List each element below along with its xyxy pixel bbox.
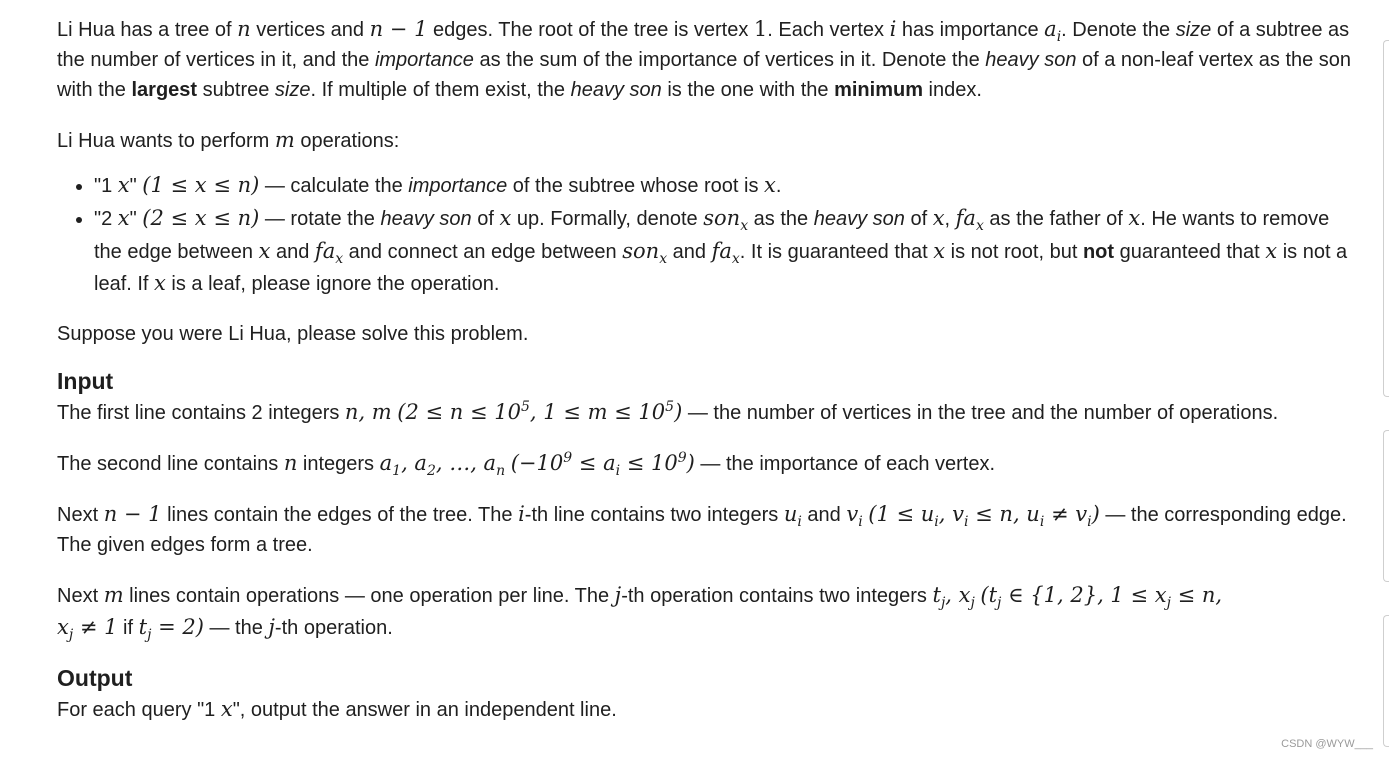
math-x: x bbox=[117, 206, 130, 230]
text: of bbox=[471, 208, 500, 230]
text: — rotate the bbox=[259, 208, 381, 230]
text: of bbox=[904, 208, 933, 230]
text: ", output the answer in an independent line. bbox=[232, 698, 617, 721]
text: -th line contains two integers bbox=[524, 503, 784, 526]
math-n-minus-1: n − 1 bbox=[369, 17, 428, 41]
text: is the one with the bbox=[661, 79, 835, 101]
text: "2 bbox=[94, 208, 118, 230]
math-x: x bbox=[258, 238, 271, 263]
emphasis-heavy-son: heavy son bbox=[813, 208, 905, 230]
text: Next bbox=[57, 503, 104, 526]
operations-list bbox=[57, 170, 1357, 301]
text: and connect an edge between bbox=[343, 240, 623, 263]
math-x: x bbox=[933, 238, 946, 263]
text: is not root, but bbox=[945, 240, 1083, 263]
text: -th operation. bbox=[274, 616, 393, 639]
math-n: n bbox=[237, 17, 251, 41]
text: " bbox=[129, 175, 137, 197]
bold-not: not bbox=[1082, 240, 1115, 263]
text: as the bbox=[748, 208, 814, 230]
math-a-i: $a_i$ bbox=[1044, 17, 1062, 46]
text: — the number of vertices in the tree and the number of operations. bbox=[682, 401, 1279, 424]
text: . It is guaranteed that bbox=[739, 240, 934, 263]
text: "1 bbox=[94, 175, 118, 197]
math-condition: ($t_j$ ∈ {1, 2}, $1 \le x_j \le n$, $x_j \ne 1$ bbox=[57, 582, 1223, 643]
math-n: n bbox=[283, 450, 298, 475]
text: and bbox=[667, 240, 712, 263]
bold-largest: largest bbox=[131, 79, 198, 101]
emphasis-size: size bbox=[274, 79, 311, 101]
math-condition: $t_j = 2$) bbox=[138, 614, 204, 643]
math-j: j bbox=[268, 614, 275, 639]
text: edges. The root of the tree is vertex bbox=[427, 19, 754, 41]
math-n-m: n, m bbox=[344, 399, 392, 424]
math-condition: (2 ≤ x ≤ n) bbox=[142, 206, 260, 230]
emphasis-importance: importance bbox=[374, 49, 474, 71]
text: and bbox=[270, 240, 315, 263]
text: lines contain operations — one operation per line. The bbox=[123, 584, 615, 607]
text: and bbox=[801, 503, 847, 526]
math-a-sequence: $a_1$, $a_2$, …, $a_n$ bbox=[379, 450, 506, 479]
text: For each query "1 bbox=[57, 698, 221, 721]
math-x: x bbox=[1265, 238, 1278, 263]
text: . bbox=[775, 175, 782, 197]
emphasis-heavy-son: heavy son bbox=[985, 49, 1077, 71]
emphasis-heavy-son: heavy son bbox=[380, 208, 472, 230]
text: Next bbox=[57, 584, 104, 607]
text: subtree bbox=[197, 79, 275, 101]
text: of a non-leaf vertex as the son with the bbox=[57, 49, 1352, 101]
emphasis-heavy-son: heavy son bbox=[570, 79, 662, 101]
emphasis-importance: importance bbox=[408, 175, 508, 197]
math-x: x bbox=[117, 173, 130, 197]
math-j: j bbox=[614, 582, 622, 607]
output-heading: Output bbox=[57, 664, 133, 691]
math-x: x bbox=[499, 206, 512, 230]
math-condition: $(-10^9 \le a_i \le 10^9)$ bbox=[510, 449, 695, 479]
math-i: i bbox=[518, 501, 525, 526]
statement-paragraph-2 bbox=[57, 125, 1357, 156]
text: The first line contains 2 integers bbox=[57, 401, 345, 424]
math-t-x-j: $t_j$, $x_j$ bbox=[932, 582, 975, 611]
math-son-x: son$_x$ bbox=[622, 238, 668, 267]
text: , bbox=[944, 208, 956, 230]
page-edge-scrollbar-bottom[interactable] bbox=[1383, 615, 1389, 747]
math-m: m bbox=[274, 128, 295, 152]
text: as the sum of the importance of vertices in it. Denote the bbox=[473, 49, 986, 71]
text: of the subtree whose root is bbox=[507, 175, 765, 197]
math-fa-x: $fa_x$ bbox=[711, 238, 740, 267]
math-u-i: $u_i$ bbox=[783, 501, 802, 530]
math-1: 1 bbox=[753, 17, 768, 41]
input-line-4 bbox=[57, 580, 1357, 644]
text: lines contain the edges of the tree. The bbox=[161, 503, 519, 526]
statement-paragraph-1 bbox=[57, 14, 1357, 105]
text: up. Formally, denote bbox=[511, 208, 704, 230]
text: if bbox=[117, 616, 139, 639]
text: as the father of bbox=[983, 208, 1129, 230]
math-i: i bbox=[889, 17, 897, 41]
math-x: x bbox=[220, 696, 233, 721]
text: integers bbox=[297, 452, 380, 475]
math-condition: (1 ≤ x ≤ n) bbox=[142, 173, 260, 197]
input-line-1 bbox=[57, 397, 1357, 428]
text: is a leaf, please ignore the operation. bbox=[165, 273, 500, 295]
text: " bbox=[129, 208, 137, 230]
text: . Denote the bbox=[1061, 19, 1176, 41]
math-fa-x: $fa_x$ bbox=[955, 206, 984, 235]
text: has importance bbox=[896, 19, 1045, 41]
problem-statement bbox=[57, 14, 1357, 745]
page-edge-scrollbar-top[interactable] bbox=[1383, 40, 1389, 397]
text: — the bbox=[203, 616, 269, 639]
text: . If multiple of them exist, the bbox=[310, 79, 571, 101]
statement-paragraph-3: Suppose you were Li Hua, please solve this problem. bbox=[57, 322, 529, 345]
math-v-i: $v_i$ bbox=[846, 501, 863, 530]
text: — calculate the bbox=[259, 175, 409, 197]
text: — the corresponding edge. The given edges form a tree. bbox=[57, 503, 1347, 556]
text: vertices and bbox=[250, 19, 370, 41]
list-item-operation-2 bbox=[94, 203, 1357, 301]
text: operations: bbox=[294, 130, 400, 152]
input-line-3 bbox=[57, 499, 1357, 560]
math-m: m bbox=[103, 582, 124, 607]
math-x: x bbox=[932, 206, 945, 230]
text: of a subtree as the number of vertices in it, and the bbox=[57, 19, 1350, 71]
text: . He wants to remove the edge between bbox=[94, 208, 1330, 263]
text: The second line contains bbox=[57, 452, 284, 475]
math-son-x: son$_x$ bbox=[703, 206, 749, 235]
math-fa-x: $fa_x$ bbox=[314, 238, 344, 267]
text: — the importance of each vertex. bbox=[694, 452, 996, 475]
text: . Each vertex bbox=[767, 19, 890, 41]
watermark: CSDN @WYW___ bbox=[1281, 738, 1373, 750]
text: guaranteed that bbox=[1114, 240, 1266, 263]
text: is not a leaf. If bbox=[94, 240, 1348, 295]
math-condition: ($2 \le n \le 10^5$, $1 \le m \le 10^5$) bbox=[397, 398, 683, 424]
emphasis-size: size bbox=[1175, 19, 1212, 41]
bold-minimum: minimum bbox=[834, 79, 923, 101]
math-x: x bbox=[154, 271, 166, 295]
page-edge-scrollbar-middle[interactable] bbox=[1383, 430, 1389, 582]
text: Li Hua has a tree of bbox=[57, 19, 238, 41]
text: -th operation contains two integers bbox=[621, 584, 933, 607]
output-line bbox=[57, 694, 1357, 725]
math-x: x bbox=[764, 173, 776, 197]
list-item-operation-1 bbox=[94, 170, 1357, 201]
math-x: x bbox=[1128, 206, 1141, 230]
math-condition: ($1 \le u_i$, $v_i \le n$, $u_i \ne v_i$) bbox=[868, 501, 1100, 530]
text: index. bbox=[923, 79, 982, 101]
input-line-2 bbox=[57, 448, 1357, 479]
math-n-minus-1: n − 1 bbox=[103, 501, 162, 526]
input-heading: Input bbox=[57, 367, 114, 394]
text: Li Hua wants to perform bbox=[57, 130, 275, 152]
